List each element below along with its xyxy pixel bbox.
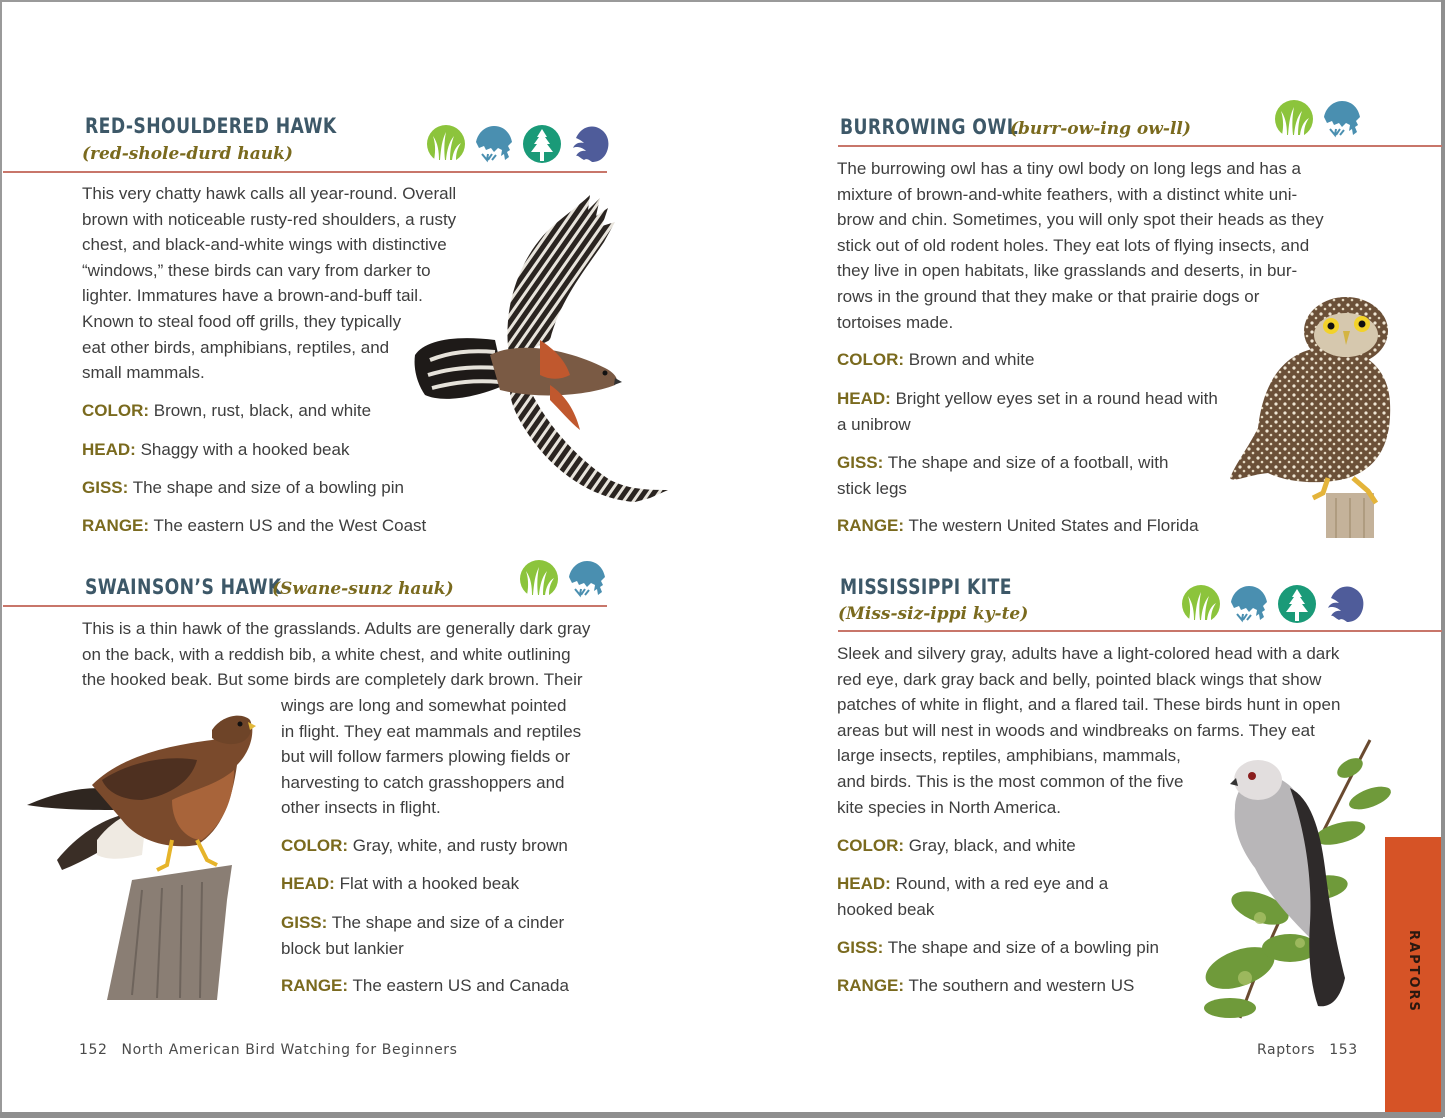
fact-value: The eastern US and Canada: [352, 976, 569, 995]
fact-label: GISS:: [82, 478, 129, 497]
description-line: Sleek and silvery gray, adults have a light-colored head with a dark: [837, 644, 1340, 663]
description-line: harvesting to catch grasshoppers and: [281, 772, 565, 792]
fact-giss: [82, 475, 404, 501]
fact-value: The shape and size of a cinder: [331, 913, 565, 932]
species-pronunciation: (burr-ow-ing ow-ll): [1010, 119, 1191, 139]
description-line: but will follow farmers plowing fields or: [281, 747, 571, 767]
fact-value: Gray, white, and rusty brown: [352, 836, 568, 855]
species-title: BURROWING OWL: [840, 115, 1019, 139]
fact-range: [837, 513, 1199, 539]
description-line: brown with noticeable rusty-red shoulders, a rusty: [82, 209, 457, 229]
habitat-icons: [426, 124, 610, 164]
description-line: This very chatty hawk calls all year-round. Overall: [82, 184, 457, 203]
description-line: “windows,” these birds can vary from darker to: [82, 260, 431, 280]
grassland-icon: [1274, 99, 1314, 139]
species-title: SWAINSON’S HAWK: [85, 575, 282, 599]
description-line: eat other birds, amphibians, reptiles, and: [82, 337, 390, 357]
grassland-icon: [426, 124, 466, 164]
description-line: on the back, with a reddish bib, a white chest, and white outlining: [82, 644, 571, 664]
description-line: chest, and black-and-white wings with distinctive: [82, 235, 447, 255]
right-page-footer: [1257, 1042, 1358, 1058]
fact-label: HEAD:: [82, 440, 136, 459]
grassland-icon: [519, 559, 559, 599]
red-shouldered-hawk-photo: [410, 190, 675, 515]
shrubland-icon: [1229, 584, 1269, 624]
description-line: wings are long and somewhat pointed: [281, 696, 567, 715]
shrubland-icon: [567, 559, 607, 599]
description-line: stick out of old rodent holes. They eat lots of flying insects, and: [837, 235, 1310, 255]
description-line: red eye, dark gray back and belly, pointed black wings that show: [837, 669, 1322, 689]
fact-range: [281, 973, 569, 999]
burrowing-owl-photo: [1228, 293, 1398, 538]
fact-range: [837, 973, 1134, 999]
description-line: mixture of brown-and-white feathers, with a distinct white uni-: [837, 184, 1298, 204]
fact-value: The southern and western US: [908, 976, 1135, 995]
fact-color: [281, 833, 568, 859]
fact-value: The eastern US and the West Coast: [153, 516, 427, 535]
fact-label: HEAD:: [281, 874, 335, 893]
fact-color: [837, 347, 1034, 373]
fact-label: COLOR:: [82, 401, 150, 420]
fact-giss: [837, 935, 1159, 961]
fact-value: Gray, black, and white: [908, 836, 1076, 855]
mississippi-kite-photo: [1200, 738, 1400, 1023]
species-pronunciation: (Swane-sunz hauk): [272, 579, 454, 599]
habitat-icons: [1181, 584, 1365, 624]
fact-label: RANGE:: [837, 516, 905, 535]
description-line: lighter. Immatures have a brown-and-buff tail.: [82, 286, 423, 306]
grassland-icon: [1181, 584, 1221, 624]
fact-label: COLOR:: [837, 350, 905, 369]
fact-label: RANGE:: [281, 976, 349, 995]
description-line: This is a thin hawk of the grasslands. Adults are generally dark gray: [82, 619, 591, 638]
fact-label: GISS:: [837, 938, 884, 957]
water-icon: [1325, 584, 1365, 624]
running-title: Raptors: [1257, 1042, 1316, 1058]
fact-label: HEAD:: [837, 874, 891, 893]
description-line: rows in the ground that they make or that prairie dogs or: [837, 286, 1260, 306]
fact-head: [281, 871, 519, 897]
description-line: patches of white in flight, and a flared tail. These birds hunt in open: [837, 695, 1341, 715]
fact-value: Brown and white: [908, 350, 1035, 369]
section-rule: [838, 630, 1442, 632]
fact-value: a unibrow: [837, 414, 911, 434]
fact-head: [837, 871, 1108, 922]
species-pronunciation: (red-shole-durd hauk): [82, 144, 293, 164]
species-pronunciation: (Miss-siz-ippi ky-te): [838, 604, 1029, 624]
forest-icon: [522, 124, 562, 164]
fact-value: stick legs: [837, 478, 907, 498]
fact-range: [82, 513, 426, 539]
fact-giss: [281, 910, 564, 961]
fact-label: COLOR:: [281, 836, 349, 855]
fact-value: The western United States and Florida: [908, 516, 1199, 535]
water-icon: [570, 124, 610, 164]
description-line: Known to steal food off grills, they typically: [82, 311, 402, 331]
fact-value: The shape and size of a football, with: [887, 453, 1169, 472]
fact-label: HEAD:: [837, 389, 891, 408]
fact-head: [82, 437, 349, 463]
fact-value: Bright yellow eyes set in a round head with: [895, 389, 1218, 408]
fact-value: hooked beak: [837, 899, 935, 919]
forest-icon: [1277, 584, 1317, 624]
description-line: and birds. This is the most common of the five: [837, 771, 1184, 791]
description-line: other insects in flight.: [281, 798, 441, 818]
fact-label: GISS:: [281, 913, 328, 932]
fact-value: The shape and size of a bowling pin: [132, 478, 404, 497]
description-line: The burrowing owl has a tiny owl body on long legs and has a: [837, 159, 1302, 178]
description-line: areas but will nest in woods and windbreaks on farms. They eat: [837, 720, 1315, 740]
fact-value: block but lankier: [281, 938, 404, 958]
fact-value: Round, with a red eye and a: [895, 874, 1109, 893]
left-page-footer: [79, 1042, 458, 1058]
description-line: they live in open habitats, like grasslands and deserts, in bur-: [837, 261, 1298, 281]
description-line: in flight. They eat mammals and reptiles: [281, 721, 582, 741]
description-line: large insects, reptiles, amphibians, mammals,: [837, 746, 1181, 766]
fact-label: GISS:: [837, 453, 884, 472]
species-title: MISSISSIPPI KITE: [840, 575, 1012, 599]
description-line: the hooked beak. But some birds are completely dark brown. Their: [82, 670, 583, 690]
fact-value: Shaggy with a hooked beak: [140, 440, 350, 459]
fact-label: COLOR:: [837, 836, 905, 855]
fact-value: The shape and size of a bowling pin: [887, 938, 1159, 957]
fact-color: [837, 833, 1076, 859]
shrubland-icon: [474, 124, 514, 164]
fact-label: RANGE:: [837, 976, 905, 995]
species-description: [82, 616, 590, 693]
description-line: small mammals.: [82, 363, 205, 383]
running-title: North American Bird Watching for Beginners: [121, 1042, 458, 1058]
section-rule: [3, 171, 607, 173]
description-line: kite species in North America.: [837, 797, 1061, 817]
fact-value: Brown, rust, black, and white: [153, 401, 372, 420]
fact-head: [837, 386, 1218, 437]
page-number: 152: [79, 1042, 108, 1058]
fact-giss: [837, 450, 1168, 501]
species-description-continued: [281, 693, 581, 821]
species-description: [82, 181, 456, 386]
fact-color: [82, 398, 371, 424]
page-number: 153: [1329, 1042, 1358, 1058]
shrubland-icon: [1322, 99, 1362, 139]
page-edge-bottom: [0, 1112, 1445, 1117]
description-line: tortoises made.: [837, 312, 954, 332]
swainsons-hawk-photo: [22, 710, 262, 1000]
page-edge-right: [1441, 0, 1445, 1117]
habitat-icons: [1274, 99, 1362, 139]
section-rule: [3, 605, 607, 607]
habitat-icons: [519, 559, 607, 599]
fact-value: Flat with a hooked beak: [339, 874, 520, 893]
species-title: RED-SHOULDERED HAWK: [85, 114, 337, 138]
fact-label: RANGE:: [82, 516, 150, 535]
section-rule: [838, 145, 1442, 147]
description-line: brow and chin. Sometimes, you will only spot their heads as they: [837, 210, 1324, 230]
section-tab-label: RAPTORS: [1406, 930, 1421, 1013]
